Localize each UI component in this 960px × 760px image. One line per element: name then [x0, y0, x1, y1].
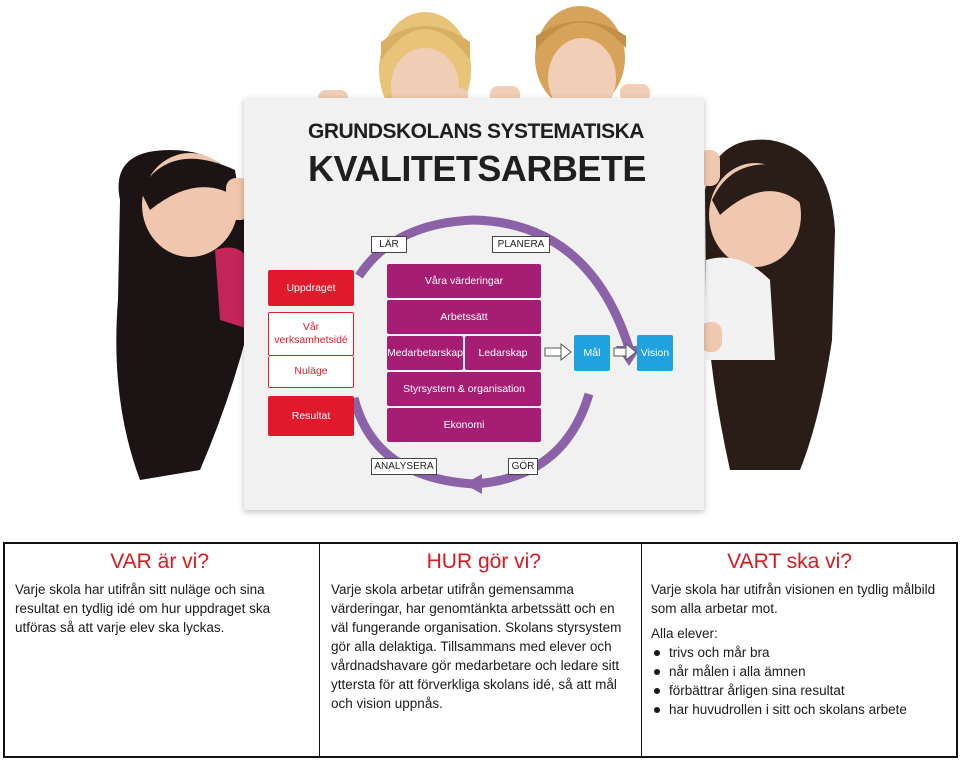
- box-arbetssatt: Arbetssätt: [387, 300, 541, 334]
- column-vart: [642, 544, 956, 756]
- phase-label-analysera: ANALYSERA: [371, 458, 437, 475]
- text-vart-intro: Alla elever:: [651, 626, 718, 641]
- list-item: har huvudrollen i sitt och skolans arbete: [652, 700, 956, 719]
- heading-var: VAR är vi?: [110, 550, 209, 573]
- list-item: når målen i alla ämnen: [652, 662, 956, 681]
- text-var: Varje skola har utifrån sitt nuläge och sina resultat en tydlig idé om hur uppdraget ska utföras så att varje elev ska lyckas.: [15, 582, 271, 635]
- phase-label-planera: PLANERA: [492, 236, 550, 253]
- list-item: trivs och mår bra: [652, 643, 956, 662]
- sign-board: [244, 98, 704, 510]
- heading-vart: VART ska vi?: [727, 550, 852, 573]
- box-medarbetarskap: Medarbetarskap: [387, 336, 463, 370]
- list-item: förbättrar årligen sina resultat: [652, 681, 956, 700]
- cycle-arrowhead-bottom: [464, 474, 482, 494]
- info-table: [3, 542, 958, 758]
- box-uppdraget: Uppdraget: [268, 270, 354, 306]
- box-resultat: Resultat: [268, 396, 354, 436]
- phase-label-gor: GÖR: [508, 458, 538, 475]
- box-vision: Vision: [637, 335, 673, 371]
- column-var: [5, 544, 320, 756]
- box-nulage: Nuläge: [268, 356, 354, 388]
- student-left-girl: [116, 150, 252, 480]
- text-hur: Varje skola arbetar utifrån gemensamma värderingar, har genomtänkta arbetssätt och en väl fungerande organisation. Skolans styrsystem gör alla delaktiga. Tillsammans med elever och vårdnadshavare gör medarbetare och ledare sitt yttersta för att förverkliga skolans idé, så att mål och vision uppnås.: [331, 582, 622, 711]
- phase-label-lar: LÄR: [371, 236, 407, 253]
- box-styrsystem: Styrsystem & organisation: [387, 372, 541, 406]
- box-ekonomi: Ekonomi: [387, 408, 541, 442]
- sign-title-line1: GRUNDSKOLANS SYSTEMATISKA: [308, 120, 644, 143]
- arrow-to-goal: [545, 344, 571, 360]
- box-mal: Mål: [574, 335, 610, 371]
- box-verksamhetside: Vår verksamhetsidé: [268, 312, 354, 356]
- box-varderingar: Våra värderingar: [387, 264, 541, 298]
- box-ledarskap: Ledarskap: [465, 336, 541, 370]
- student-right-girl: [698, 140, 835, 470]
- text-vart: Varje skola har utifrån visionen en tydlig målbild som alla arbetar mot.: [651, 582, 936, 616]
- heading-hur: HUR gör vi?: [426, 550, 541, 573]
- column-hur: [320, 544, 642, 756]
- sign-title-line2: KVALITETSARBETE: [308, 148, 646, 189]
- vart-bullet-list: [642, 643, 956, 719]
